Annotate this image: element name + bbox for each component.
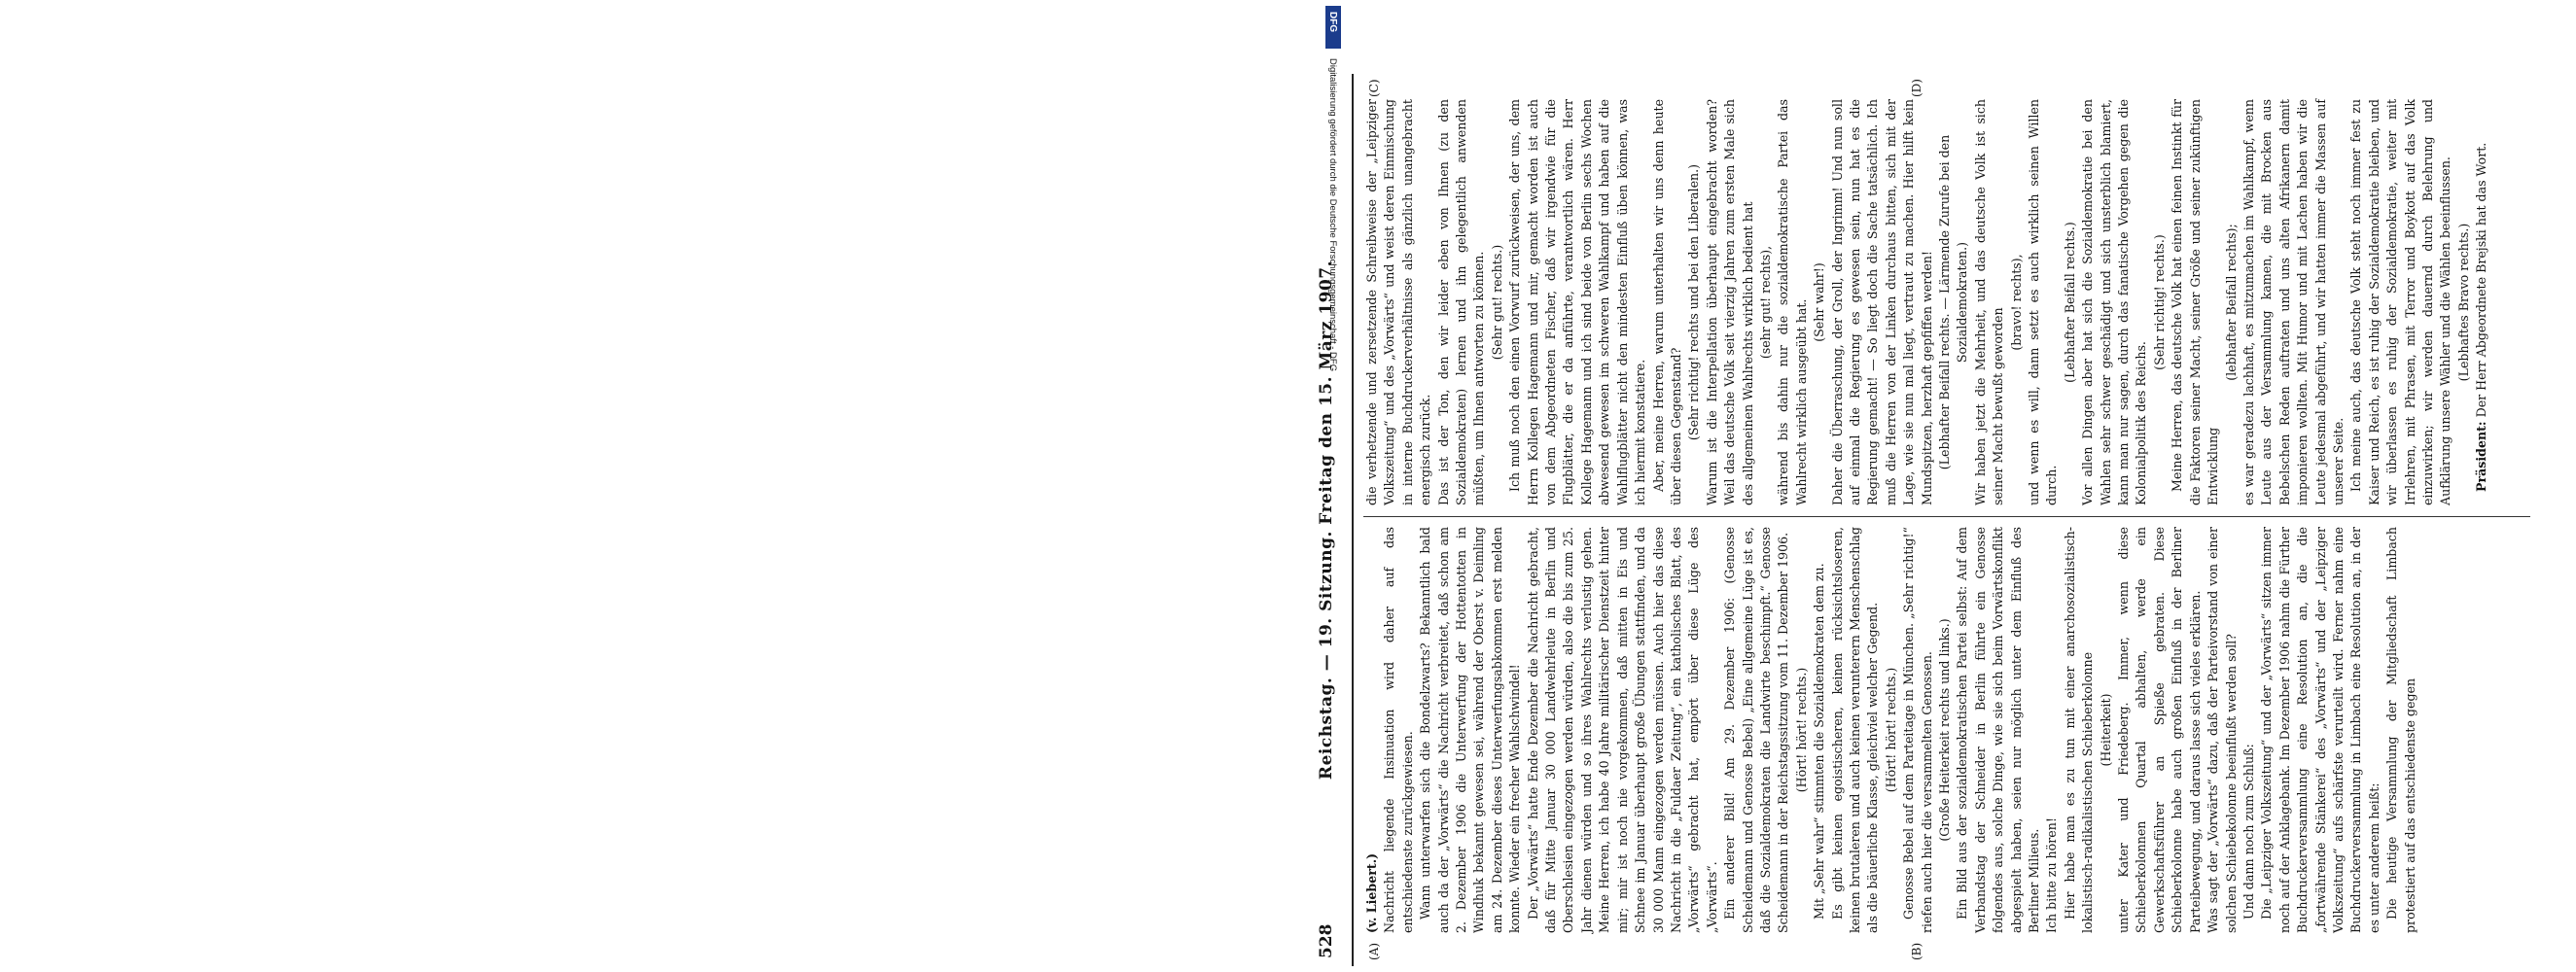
president-line: [2473, 99, 2490, 505]
dfg-credit-text: Digitalisierung gefördert durch die Deutsche Forschungsgemeinschaft - DFG: [1327, 58, 1338, 372]
paragraph: Die „Leipziger Volkszeitung“ und der „Vorwärts“ sitzen immer noch auf der Anklagebank. Im Dezember 1906 nahm die Fürther Buchdruckerversammlung eine Resolution an, die die „fortwährende Stänkerei“ des „Vorwärts“ und der „Leipziger Volkszeitung“ aufs schärfste verurteilt wird. Ferner nahm eine Buchdruckerversammlung in Limbach eine Resolution an, in der es unter anderem heißt:: [2259, 527, 2382, 933]
header-rule: [1352, 74, 1354, 966]
rotated-document-sheet: [1307, 68, 2576, 972]
dfg-logo: DFG: [1325, 6, 1341, 49]
paragraph: Wir haben jetzt die Mehrheit, und das deutsche Volk ist sich seiner Macht bewußt geworden: [1972, 99, 2006, 505]
paragraph: Ich meine auch, das deutsche Volk steht noch immer fest zu Kaiser und Reich, es ist ruhig der Sozialdemokratie bleiben, und wir überlassen es ruhig der Sozialdemokratie, weiter mit Irrlehren, mit Phrasen, mit Terror und Boykott auf das Volk einzuwirken; wir werden dauernd durch Belehrung und Aufklärung unsere Wähler und die Wählen beeinflussen.: [2348, 99, 2453, 505]
paragraph: die verhetzende und zersetzende Schreibweise der „Leipziger Volkszeitung“ und des „Vorwärts“ und weist deren Einmischung in interne Buchdruckerverhältnisse als gänzlich unangebracht energisch zurück.: [1364, 99, 1433, 505]
paragraph: Und dann noch zum Schluß:: [2241, 744, 2256, 920]
president-text: Der Herr Abgeordnete Brejski hat das Wort.: [2474, 142, 2489, 418]
interjection: (Sehr wahr!): [1812, 262, 1827, 342]
paragraph: Das ist der Ton, den wir leider eben von Ihnen (zu den Sozialdemokraten) lernen und ihn gelegentlich anwenden müßten, um Ihnen antworten zu können.: [1435, 99, 1487, 505]
paragraph: Es gibt keinen egoistischeren, keinen rücksichtsloseren, keinen brutaleren und auch keinen verunterern Menschenschlag als die bäuerliche Klasse, gleichviel welcher Gegend.: [1829, 527, 1881, 933]
interjection: (sehr gut! rechts),: [1757, 245, 1773, 360]
paragraph: Nachricht liegende Insinuation wird daher auf das entschiedenste zurückgewiesen.: [1382, 527, 1415, 933]
page-number: 528: [1317, 923, 1336, 958]
paragraph: Warum ist die Interpellation überhaupt eingebracht worden? Weil das deutsche Volk seit vierzig Jahren zum ersten Male sich des allgemeinen Wahlrechts wirklich bedient hat: [1704, 99, 1755, 505]
paragraph: unter Kater und Friedeberg. Immer, wenn diese Schieberkolonnen Quartal abhalten, werde ein Gewerkschaftsführer an Spieße gebraten. Diese Schieberkolonne habe auch großen Einfluß in der Berliner Parteibewegung, und daraus lasse sich vieles erklären.: [2116, 527, 2203, 933]
interjection: (Lebhaftes Bravo rechts.): [2455, 223, 2471, 382]
paragraph: Ein anderer Bild! Am 29. Dezember 1906: (Genosse Scheidemann und Genosse Bebel) „Eine allgemeine Lüge ist es, daß die Sozialdemokraten die Landwirte beschimpft.“ Genosse Scheidemann in der Reichstagssitzung vom 11. Dezember 1906.: [1722, 527, 1791, 933]
paragraph: Ein Bild aus der sozialdemokratischen Partei selbst: Auf dem Verbandstag der Schneider in Berlin führte ein Genosse folgendes aus, solche Dinge, wie sie sich beim Vorwärtskonflikt abgespielt haben, seien nur möglich unter dem Einfluß des Berliner Milieus.: [1955, 527, 2042, 933]
paragraph: Ich bitte zu hören!: [2044, 817, 2060, 933]
president-label: Präsident:: [2474, 421, 2489, 492]
paragraph: es war geradezu lachhaft, es mitzumachen im Wahlkampf, wenn Leute aus der Versammlung kamen, die mit Brocken aus Bebelschen Reden auftraten und uns alten Afrikanern damit imponieren wollten. Mit Humor und mit Lachen haben wir die Leute jedesmal abgeführt, und wir hatten immer die Massen auf unserer Seite.: [2241, 99, 2346, 505]
interjection: (Hört! hört! rechts.): [1793, 667, 1809, 793]
interjection: (Sehr gut! rechts.): [1489, 244, 1504, 361]
paragraph: Mit „Sehr wahr“ stimmten die Sozialdemokraten dem zu.: [1812, 563, 1827, 920]
margin-letter-d: (D): [1910, 79, 1923, 97]
running-title: Reichstag. — 19. Sitzung. Freitag den 15. März 1907.: [1317, 260, 1336, 781]
paragraph: Meine Herren, das deutsche Volk hat einen feinen Instinkt für die Faktoren seiner Macht, seiner Größe und seiner zukünftigen Entwicklung: [2170, 99, 2221, 505]
paragraph: Was sagt der „Vorwärts“ dazu, daß der Parteivorstand von einer solchen Schiebekolonne beeinflußt werden soll?: [2205, 527, 2239, 933]
paragraph: Daher die Überraschung, der Groll, der Ingrimm! Und nun soll auf einmal die Regierung es gewesen sein, nun hat es die Regierung gemacht! — So liegt doch die Sache tatsächlich. Ich muß die Herren von der Linken durchaus bitten, sich mit der Lage, wie sie nun mal liegt, vertraut zu machen. Hier hilft kein Mundspitzen, herzhaft gepfiffen werden!: [1829, 99, 1934, 505]
dfg-credit-strip: [1324, 0, 1342, 972]
margin-letter-c: (C): [1367, 79, 1381, 97]
interjection: (Lebhafter Beifall rechts.): [2062, 222, 2077, 383]
speaker-label: (v. Liebert.): [1364, 852, 1379, 933]
interjection: (Sehr richtig! rechts.): [2151, 234, 2167, 370]
paragraph: Der „Vorwärts“ hatte Ende Dezember die Nachricht gebracht, daß für Mitte Januar 30 000 Landwehrleute in Berlin und Oberschlesien eingezogen werden würden, also die bis zum 25. Jahr dienen würden und so ihres Wahlrechts verlustig gehen. Meine Herren, ich habe 40 Jahre militärischer Dienstzeit hinter mir; mir ist noch nie vorgekommen, daß mitten in Eis und Schnee im Januar überhaupt große Übungen stattfinden, und da 30 000 Mann eingezogen werden müssen. Auch hier das diese Nachricht in die „Fuldaer Zeitung“, ein katholisches Blatt, des „Vorwärts“ gebracht hat, empört über diese Lüge des „Vorwärts“.: [1525, 527, 1719, 933]
interjection: (bravo! rechts),: [2008, 254, 2024, 351]
left-column: [1363, 527, 2559, 933]
interjection: (lebhafter Beifall rechts);: [2223, 224, 2239, 381]
paragraph: Ich muß noch den einen Vorwurf zurückweisen, der uns, dem Herrn Kollegen Hagemann und mir, gemacht worden ist auch von dem Abgeordneten Fischer, daß wir irgendwie für die Flugblätter, die er da anführte, verantwortlich wären. Herr Kollege Hagemann und ich sind beide von Berlin sechs Wochen abwesend gewesen im schweren Wahlkampf und haben auf die Wahlflugblätter nicht den mindesten Einfluß üben können, was ich hiermit konstatiere.: [1507, 99, 1648, 505]
margin-letter-b: (B): [1910, 942, 1923, 960]
interjection: (Hört! hört! rechts.): [1883, 667, 1898, 793]
margin-letter-a: (A): [1367, 942, 1381, 960]
paragraph: Genosse Bebel auf dem Parteitage in München. „Sehr richtig!“ riefen auch hier die versammelten Genossen.: [1901, 527, 1934, 933]
paragraph: Vor allen Dingen aber hat sich die Sozialdemokratie bei den Wahlen sehr schwer geschädigt und sich unsterblich blamiert, kann man nur sagen, durch das fanatische Vorgehen gegen die Kolonialpolitik des Reichs.: [2080, 99, 2149, 505]
interjection: (Sehr richtig! rechts und bei den Liberalen.): [1686, 163, 1702, 441]
interjection: (Lebhafter Beifall rechts. — Lärmende Zurufe bei den Sozialdemokraten.): [1937, 134, 1970, 470]
interjection: (Große Heiterkeit rechts und links.): [1937, 618, 1952, 842]
paragraph: Hier habe man es zu tun mit einer anarchosozialistisch-lokalistisch-radikalistischen Schieberkolonne: [2062, 527, 2096, 933]
paragraph: während bis dahin nur die sozialdemokratische Partei das Wahlrecht wirklich ausgeübt hat.: [1776, 99, 1809, 505]
paragraph: und wenn es will, dann setzt es auch wirklich seinen Willen durch.: [2027, 99, 2060, 505]
column-divider: [1363, 516, 2530, 517]
paragraph: Wann unterwarfen sich die Bondelzwarts? Bekanntlich bald auch da der „Vorwärts“ die Nachricht verbreitet, daß schon am 2. Dezember 1906 die Unterwerfung der Hottentotten in Windhuk bekannt gewesen sei, während der Oberst v. Deimling am 24. Dezember dieses Unterwerfungsabkommen erst melden konnte. Wieder ein frecher Wahlschwindel!: [1418, 527, 1523, 933]
paragraph: Die heutige Versammlung der Mitgliedschaft Limbach protestiert auf das entschiedenste gegen: [2384, 527, 2417, 933]
paragraph: Aber, meine Herren, warum unterhalten wir uns denn heute über diesen Gegenstand?: [1650, 99, 1683, 505]
right-column: [1363, 99, 2559, 505]
interjection: (Heiterkeit): [2098, 693, 2113, 767]
